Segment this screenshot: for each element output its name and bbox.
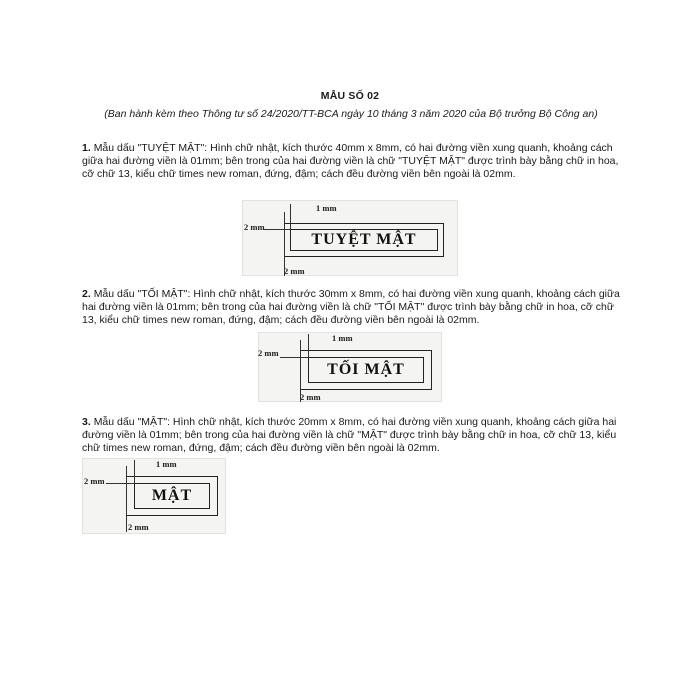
stamp-figure-mat: [82, 458, 226, 534]
dimension-top-label: 1 mm: [332, 333, 353, 343]
item-number: 2.: [82, 288, 91, 300]
stamp-inner-border: [290, 229, 438, 251]
document-title: MẪU SỐ 02: [320, 90, 380, 102]
dimension-bottom-label: 2 mm: [128, 522, 149, 532]
dimension-bottom-label: 2 mm: [300, 392, 321, 402]
item-text: Mẫu dấu "MẬT": Hình chữ nhật, kích thước 20mm x 8mm, có hai đường viền xung quanh, khoảng cách giữa hai đường viền là 01mm; bên trong của hai đường viền là chữ "MẬT" được trình bày bằng chữ in hoa, cỡ chữ 13, kiểu chữ times new roman, đứng, đậm; cách đều đường viền bên ngoài là 02mm.: [82, 416, 617, 454]
item-2-paragraph: [82, 288, 622, 327]
stamp-inner-border: [134, 483, 210, 509]
stamp-inner-border: [308, 357, 424, 383]
item-text: Mẫu dấu "TUYỆT MẬT": Hình chữ nhật, kích thước 40mm x 8mm, có hai đường viền xung quanh, khoảng cách giữa hai đường viền là 01mm; bên trong của hai đường viền là chữ "TUYỆT MẬT" được trình bày bằng chữ in hoa, cỡ chữ 13, kiểu chữ times new roman, đứng, đậm; cách đều đường viền bên ngoài là 02mm.: [82, 142, 619, 180]
dimension-left-label: 2 mm: [258, 348, 279, 358]
item-number: 1.: [82, 142, 91, 154]
item-number: 3.: [82, 416, 91, 428]
stamp-label: TỐI MẬT: [327, 361, 405, 378]
stamp-label: MẬT: [151, 487, 193, 504]
stamp-label: TUYỆT MẬT: [311, 231, 417, 248]
item-3-paragraph: [82, 416, 622, 455]
stamp-figure-toi-mat: [258, 332, 442, 402]
dimension-left-label: 2 mm: [84, 476, 105, 486]
document-subtitle: (Ban hành kèm theo Thông tư số 24/2020/TT-BCA ngày 10 tháng 3 năm 2020 của Bộ trưởng Bộ Công an): [104, 108, 598, 120]
item-text: Mẫu dấu "TỐI MẬT": Hình chữ nhật, kích thước 30mm x 8mm, có hai đường viền xung quanh, khoảng cách giữa hai đường viền là 01mm; bên trong của hai đường viền là chữ "TỐI MẬT" được trình bày bằng chữ in hoa, cỡ chữ 13, kiểu chữ times new roman, đứng, đậm; cách đều đường viền bên ngoài là 02mm.: [82, 288, 620, 326]
dimension-top-label: 1 mm: [316, 203, 337, 213]
dimension-left-label: 2 mm: [244, 222, 265, 232]
dimension-bottom-label: 2 mm: [284, 266, 305, 276]
item-1-paragraph: [82, 142, 622, 181]
stamp-figure-tuyet-mat: [242, 200, 458, 276]
dimension-top-label: 1 mm: [156, 459, 177, 469]
